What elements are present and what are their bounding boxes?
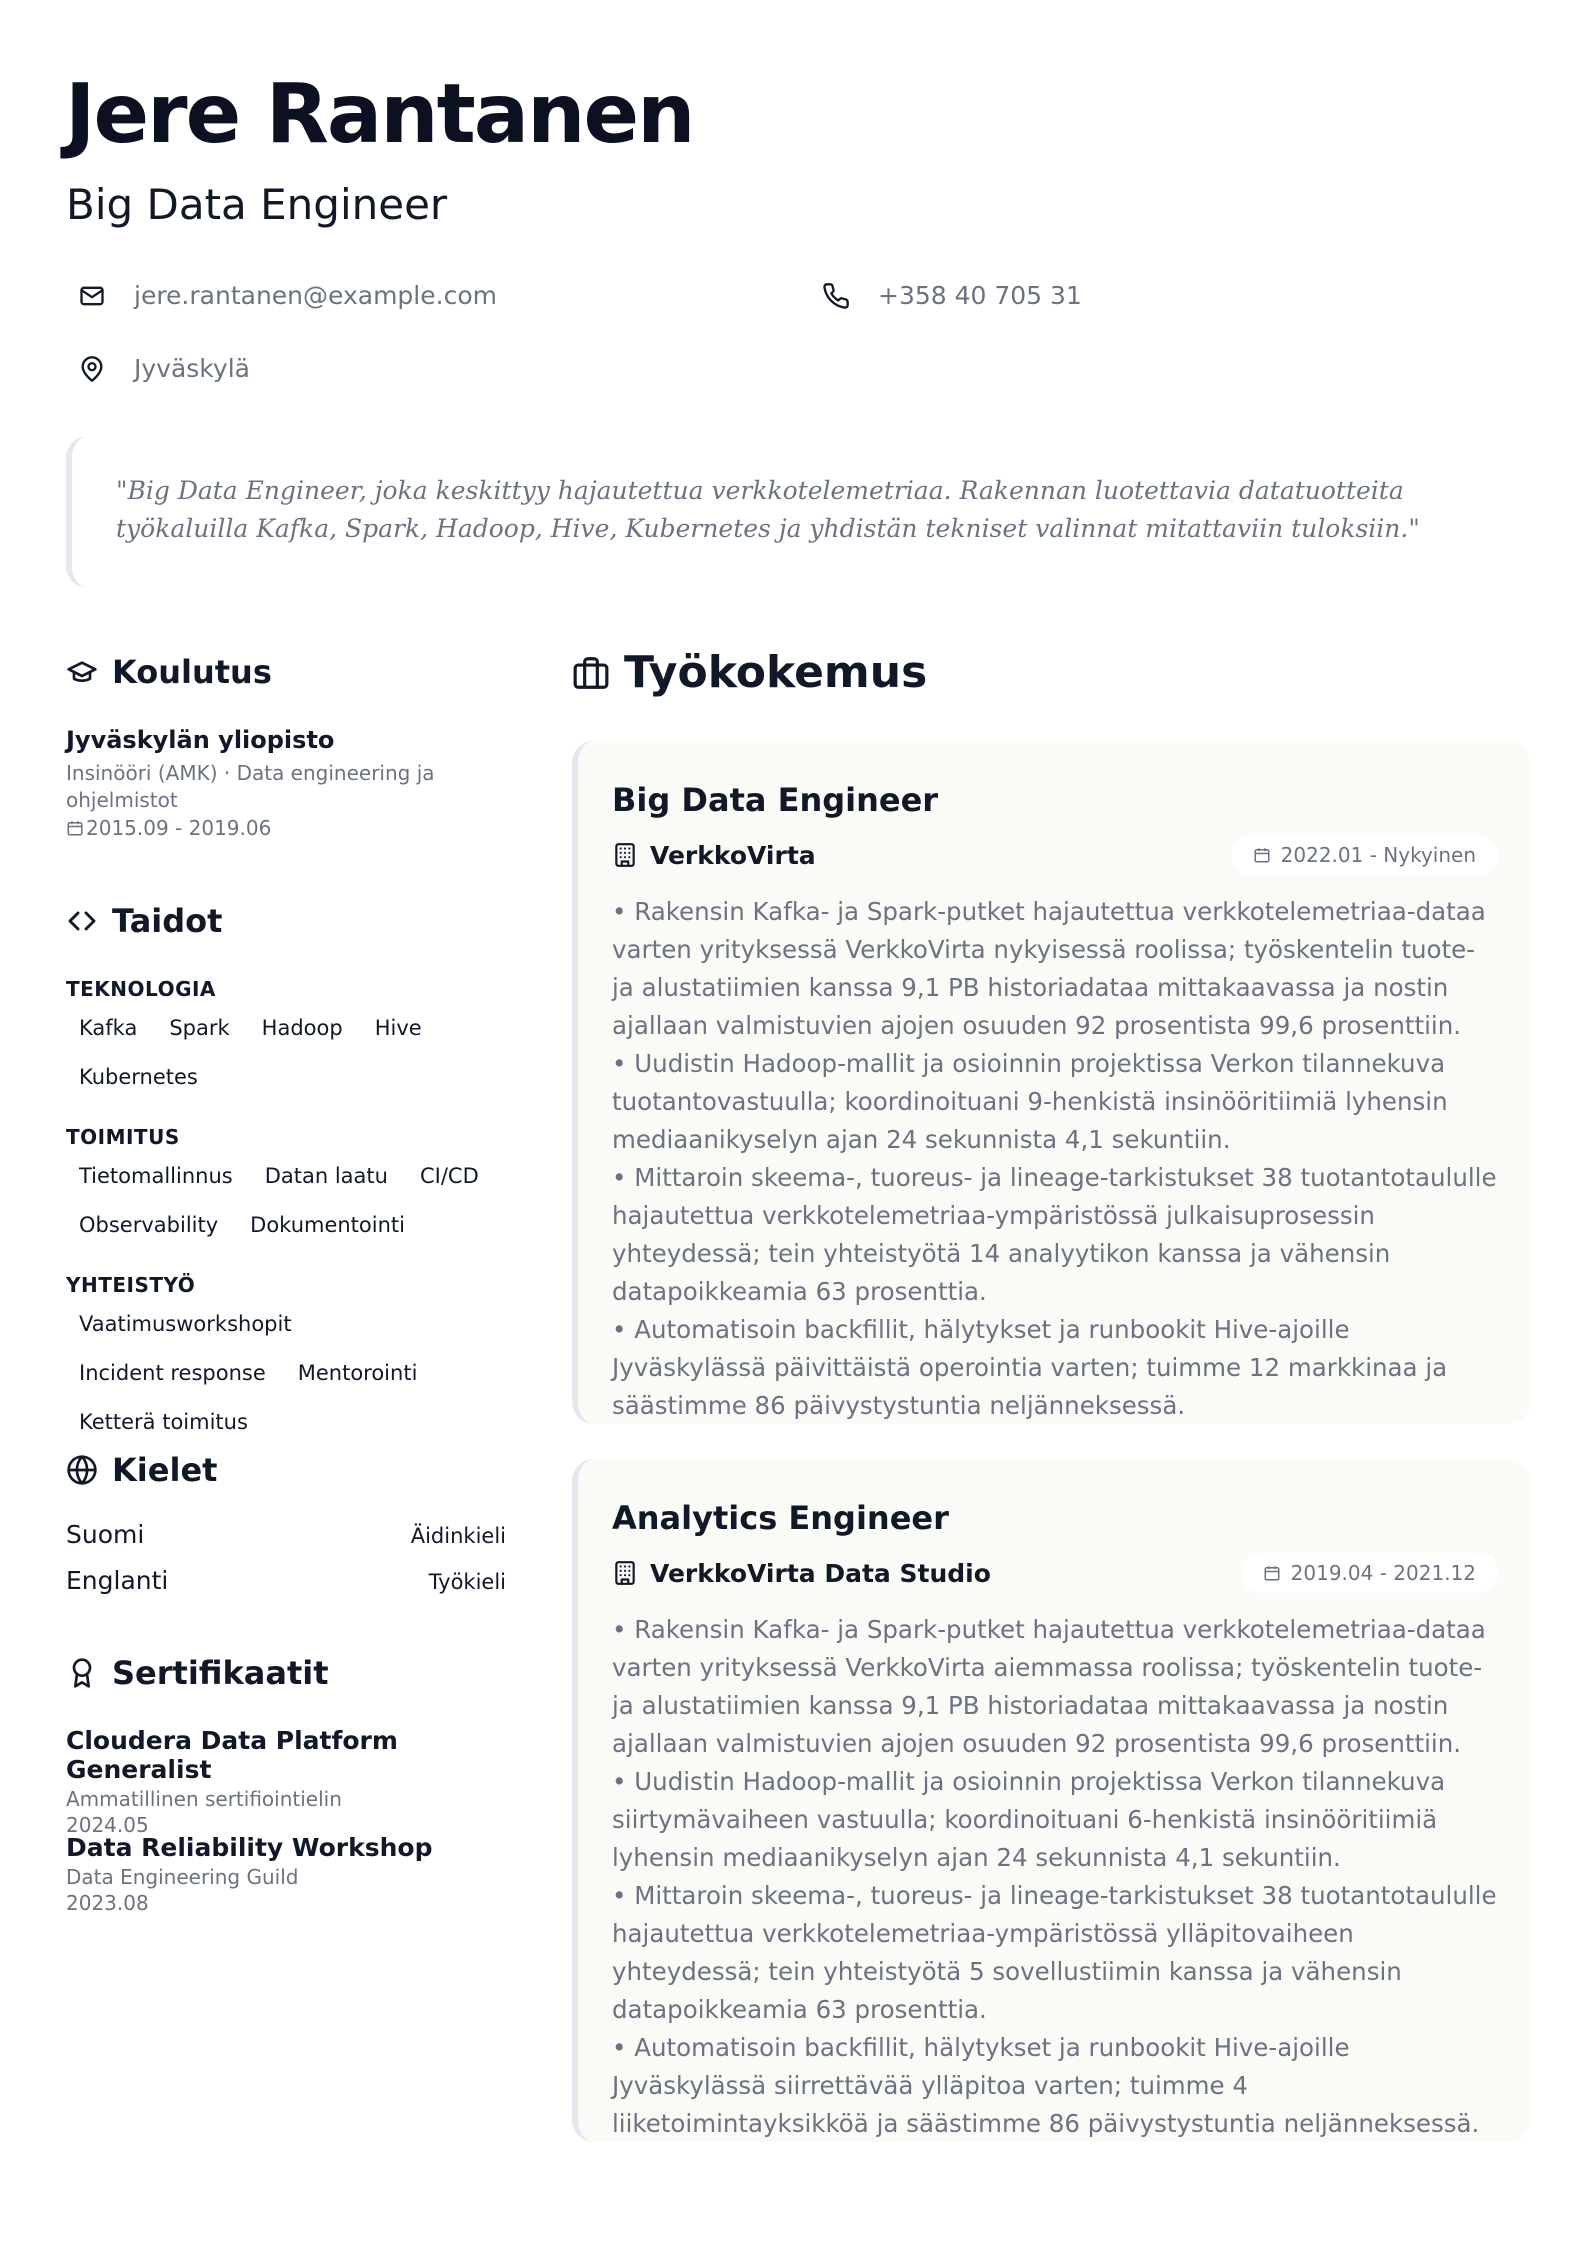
education-entry xyxy=(66,726,506,840)
mail-icon xyxy=(78,282,106,310)
skill-group xyxy=(66,1273,506,1444)
certifications-heading xyxy=(66,1654,329,1692)
language-level: Työkieli xyxy=(428,1570,506,1594)
job-meta xyxy=(612,835,1498,875)
skill-group-name: TEKNOLOGIA xyxy=(66,977,216,1001)
education-degree: Insinööri (AMK) · Data engineering ja ohjelmistot xyxy=(66,761,435,812)
language-level: Äidinkieli xyxy=(410,1524,506,1548)
job-bullets xyxy=(612,1611,1498,2143)
location-text: Jyväskylä xyxy=(134,354,250,383)
skill-group-name: YHTEISTYÖ xyxy=(66,1273,196,1297)
skill-chip: Kubernetes xyxy=(79,1065,198,1089)
globe-icon xyxy=(66,1454,98,1486)
building-icon xyxy=(612,842,638,868)
skills-heading xyxy=(66,902,222,940)
certification-name: Cloudera Data Platform Generalist xyxy=(66,1726,398,1784)
certification-issuer: Ammatillinen sertifiointielin xyxy=(66,1787,342,1811)
candidate-name: Jere Rantanen xyxy=(65,67,694,162)
education-school: Jyväskylän yliopisto xyxy=(66,726,335,754)
job-bullet: • Automatisoin backfillit, hälytykset ja runbookit Hive-ajoille Jyväskylässä päivittäistä operointia varten; tuimme 12 markkinaa ja säästimme 86 päivystystuntia neljänneksessä. xyxy=(612,1315,1448,1420)
briefcase-icon xyxy=(572,654,610,692)
certification-date: 2024.05 xyxy=(66,1813,149,1837)
job-bullet: • Rakensin Kafka- ja Spark-putket hajautettua verkkotelemetriaa-dataa varten yrityksessä VerkkoVirta nykyisessä roolissa; työskentelin tuote- ja alustatiimien kanssa 9,1 PB historiadataa mittakaavassa ja nostin ajallaan valmistuvien ajojen osuuden 92 prosentista 99,6 prosenttiin. xyxy=(612,897,1486,1040)
certification-date: 2023.08 xyxy=(66,1891,149,1915)
job-title: Analytics Engineer xyxy=(612,1499,949,1537)
job-company-name: VerkkoVirta Data Studio xyxy=(650,1558,991,1588)
skill-chip: Hive xyxy=(374,1016,422,1040)
calendar-icon xyxy=(1253,846,1271,864)
skill-group xyxy=(66,977,506,1099)
job-bullet: • Automatisoin backfillit, hälytykset ja runbookit Hive-ajoille Jyväskylässä siirrettävää ylläpitoa varten; tuimme 4 liiketoimintayksikköä ja säästimme 86 päivystystuntia neljänneksessä. xyxy=(612,2033,1480,2138)
skill-chip: Mentorointi xyxy=(297,1361,418,1385)
certification-item xyxy=(66,1833,506,1916)
skill-chip: Observability xyxy=(79,1213,219,1237)
skill-chip: Ketterä toimitus xyxy=(79,1410,248,1434)
calendar-icon xyxy=(1263,1564,1281,1582)
skill-chip: CI/CD xyxy=(419,1164,479,1188)
job-dates-text: 2022.01 - Nykyinen xyxy=(1280,843,1476,867)
code-icon xyxy=(66,905,98,937)
job-bullet: • Rakensin Kafka- ja Spark-putket hajautettua verkkotelemetriaa-dataa varten yrityksessä VerkkoVirta aiemmassa roolissa; työskentelin tuote- ja alustatiimien kanssa 9,1 PB historiadataa mittakaavassa ja nostin ajallaan valmistuvien ajojen osuuden 92 prosentista 99,6 prosenttiin. xyxy=(612,1615,1486,1758)
language-row xyxy=(66,1566,506,1612)
experience-card xyxy=(572,741,1530,1424)
skill-chip: Kafka xyxy=(79,1016,138,1040)
job-dates xyxy=(1241,1553,1498,1593)
contact-phone[interactable] xyxy=(822,281,1082,310)
skill-chip: Dokumentointi xyxy=(250,1213,405,1237)
calendar-icon xyxy=(66,819,84,837)
certification-name: Data Reliability Workshop xyxy=(66,1833,433,1862)
job-meta xyxy=(612,1553,1498,1593)
job-dates xyxy=(1231,835,1498,875)
award-icon xyxy=(66,1657,98,1689)
job-bullet: • Mittaroin skeema-, tuoreus- ja lineage-tarkistukset 38 tuotantotaululle hajautettua verkkotelemetriaa-ympäristössä ylläpitovaiheen yhteydessä; tein yhteistyötä 5 sovellustiimin kanssa ja vähensin datapoikkeamia 63 prosenttia. xyxy=(612,1881,1497,2024)
skill-chip: Tietomallinnus xyxy=(79,1164,233,1188)
job-company xyxy=(612,841,816,870)
languages-list xyxy=(66,1520,506,1612)
education-heading-text: Koulutus xyxy=(112,653,272,691)
skill-chip: Spark xyxy=(169,1016,230,1040)
language-name: Suomi xyxy=(66,1520,145,1549)
map-pin-icon xyxy=(78,355,106,383)
certification-issuer: Data Engineering Guild xyxy=(66,1865,299,1889)
job-company-name: VerkkoVirta xyxy=(650,840,816,870)
skill-group-name: TOIMITUS xyxy=(66,1125,180,1149)
education-dates-text: 2015.09 - 2019.06 xyxy=(86,816,272,840)
certification-item xyxy=(66,1726,506,1838)
job-title: Big Data Engineer xyxy=(612,781,939,819)
phone-icon xyxy=(822,282,850,310)
job-dates-text: 2019.04 - 2021.12 xyxy=(1290,1561,1476,1585)
language-name: Englanti xyxy=(66,1566,169,1595)
experience-heading xyxy=(572,647,927,698)
certifications-heading-text: Sertifikaatit xyxy=(112,1654,329,1692)
skill-group xyxy=(66,1125,506,1247)
graduation-cap-icon xyxy=(66,656,98,688)
skill-chip: Hadoop xyxy=(261,1016,343,1040)
job-bullet: • Uudistin Hadoop-mallit ja osioinnin projektissa Verkon tilannekuva tuotantovastuulla; koordinoituani 9-henkistä insinööritiimiä lyhensin mediaanikyselyn ajan 24 sekunnista 4,1 sekuntiin. xyxy=(612,1049,1448,1154)
skill-chip: Vaatimusworkshopit xyxy=(79,1312,292,1336)
languages-heading-text: Kielet xyxy=(112,1451,218,1489)
education-dates xyxy=(66,816,506,840)
job-bullets xyxy=(612,893,1498,1425)
job-bullet: • Mittaroin skeema-, tuoreus- ja lineage-tarkistukset 38 tuotantotaululle hajautettua verkkotelemetriaa-ympäristössä julkaisuprosessin yhteydessä; tein yhteistyötä 14 analyytikon kanssa ja vähensin datapoikkeamia 63 prosenttia. xyxy=(612,1163,1497,1306)
skills-heading-text: Taidot xyxy=(112,902,223,940)
email-text: jere.rantanen@example.com xyxy=(134,281,497,310)
contact-email[interactable] xyxy=(78,281,497,310)
phone-text: +358 40 705 31 xyxy=(878,281,1082,310)
job-bullet: • Uudistin Hadoop-mallit ja osioinnin projektissa Verkon tilannekuva siirtymävaiheen vastuulla; koordinoituani 6-henkistä insinööritiimiä lyhensin mediaanikyselyn ajan 24 sekunnista 4,1 sekuntiin. xyxy=(612,1767,1446,1872)
experience-card xyxy=(572,1459,1530,2142)
building-icon xyxy=(612,1560,638,1586)
contact-location xyxy=(78,354,250,383)
language-row xyxy=(66,1520,506,1566)
education-heading xyxy=(66,653,272,691)
job-company xyxy=(612,1559,991,1588)
skill-chip: Incident response xyxy=(79,1361,266,1385)
languages-heading xyxy=(66,1451,217,1489)
summary-quote: "Big Data Engineer, joka keskittyy hajautettua verkkotelemetriaa. Rakennan luotettavia datatuotteita työkaluilla Kafka, Spark, Hadoop, Hive, Kubernetes ja yhdistän tekniset valinnat mitattaviin tuloksiin." xyxy=(66,436,1510,588)
skill-chip: Datan laatu xyxy=(264,1164,388,1188)
experience-heading-text: Työkokemus xyxy=(624,647,928,698)
candidate-title: Big Data Engineer xyxy=(66,180,448,229)
